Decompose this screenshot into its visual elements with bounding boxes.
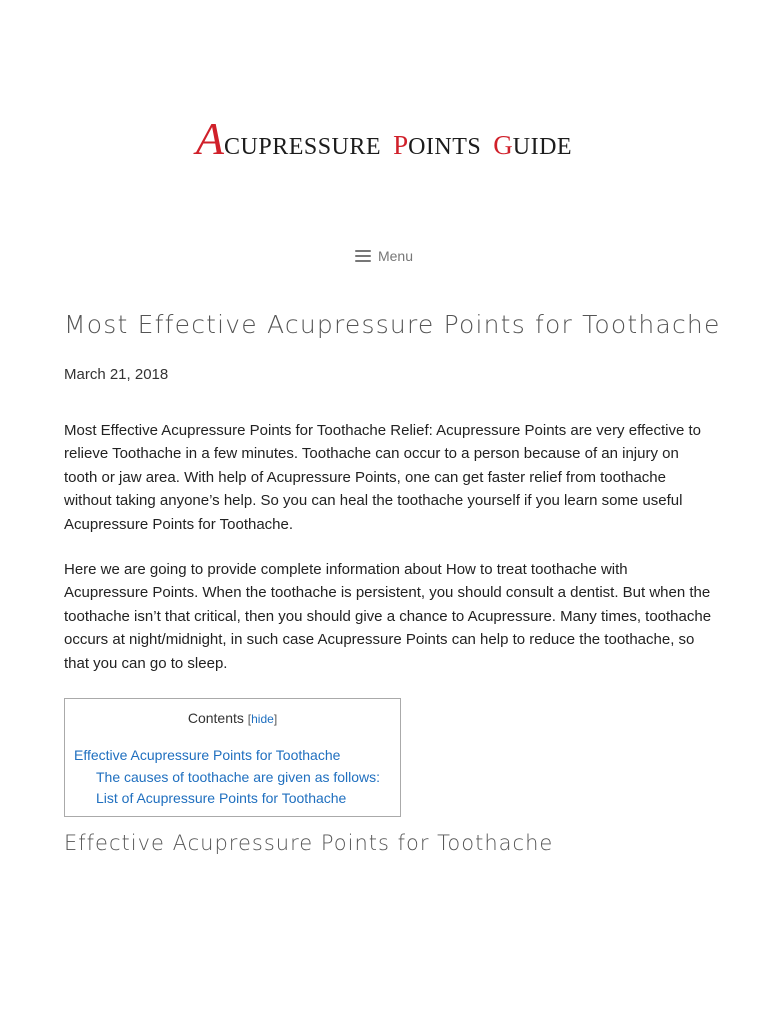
logo-word-acupressure (195, 113, 382, 164)
toc-title: Contents (187, 710, 244, 726)
toc-item (74, 767, 380, 789)
intro-paragraph: Most Effective Acupressure Points for Toothache Relief: Acupressure Points are very effective to relieve Toothache in a few minutes. Toothache can occur to a person because of an injury on tooth or jaw area. With help of Acupressure Points, one can get faster relief from toothache without taking anyone’s help. So you can heal the toothache yourself if you learn some useful Acupressure Points for Toothache. (64, 422, 701, 533)
logo-word-rest: OINTS (408, 134, 482, 160)
toc-item (74, 788, 380, 810)
site-logo[interactable] (0, 112, 768, 165)
toc-link-list-of-points[interactable]: List of Acupressure Points for Toothache (96, 790, 347, 806)
toc-list (74, 745, 380, 810)
logo-word-rest: UIDE (512, 134, 573, 160)
toc-item (74, 745, 380, 767)
menu-label: Menu (377, 248, 414, 264)
post-title: Most Effective Acupressure Points for Toothache (64, 310, 721, 339)
section-heading: Effective Acupressure Points for Toothache (64, 831, 554, 855)
toc-link-causes[interactable]: The causes of toothache are given as follows: (96, 768, 381, 785)
toc-link-effective-points[interactable]: Effective Acupressure Points for Toothache (74, 747, 341, 763)
menu-toggle-inner[interactable] (355, 248, 413, 264)
hamburger-icon (355, 250, 371, 262)
toc-bracket-close: ] (273, 712, 278, 726)
logo-word-guide (493, 130, 573, 160)
toc-bracket-open: [ (247, 712, 252, 726)
toc-header (65, 710, 400, 726)
table-of-contents (64, 698, 401, 817)
body-paragraph: Here we are going to provide complete information about How to treat toothache with Acupressure Points. When the toothache is persistent, you should consult a dentist. But when the toothache isn’t that critical, then you should give a chance to Acupressure. Many times, toothache occurs at night/midnight, in such case Acupressure Points can help to reduce the toothache, so that you can go to sleep. (64, 561, 712, 672)
toc-hide-link[interactable]: hide (251, 712, 274, 726)
menu-toggle[interactable] (0, 248, 768, 264)
logo-initial-g: G (493, 130, 513, 160)
logo-initial-a: A (195, 113, 224, 164)
logo-word-points (393, 130, 482, 160)
post-date: March 21, 2018 (64, 366, 169, 383)
logo-initial-p: P (393, 130, 409, 160)
logo-word-rest: CUPRESSURE (224, 134, 382, 160)
